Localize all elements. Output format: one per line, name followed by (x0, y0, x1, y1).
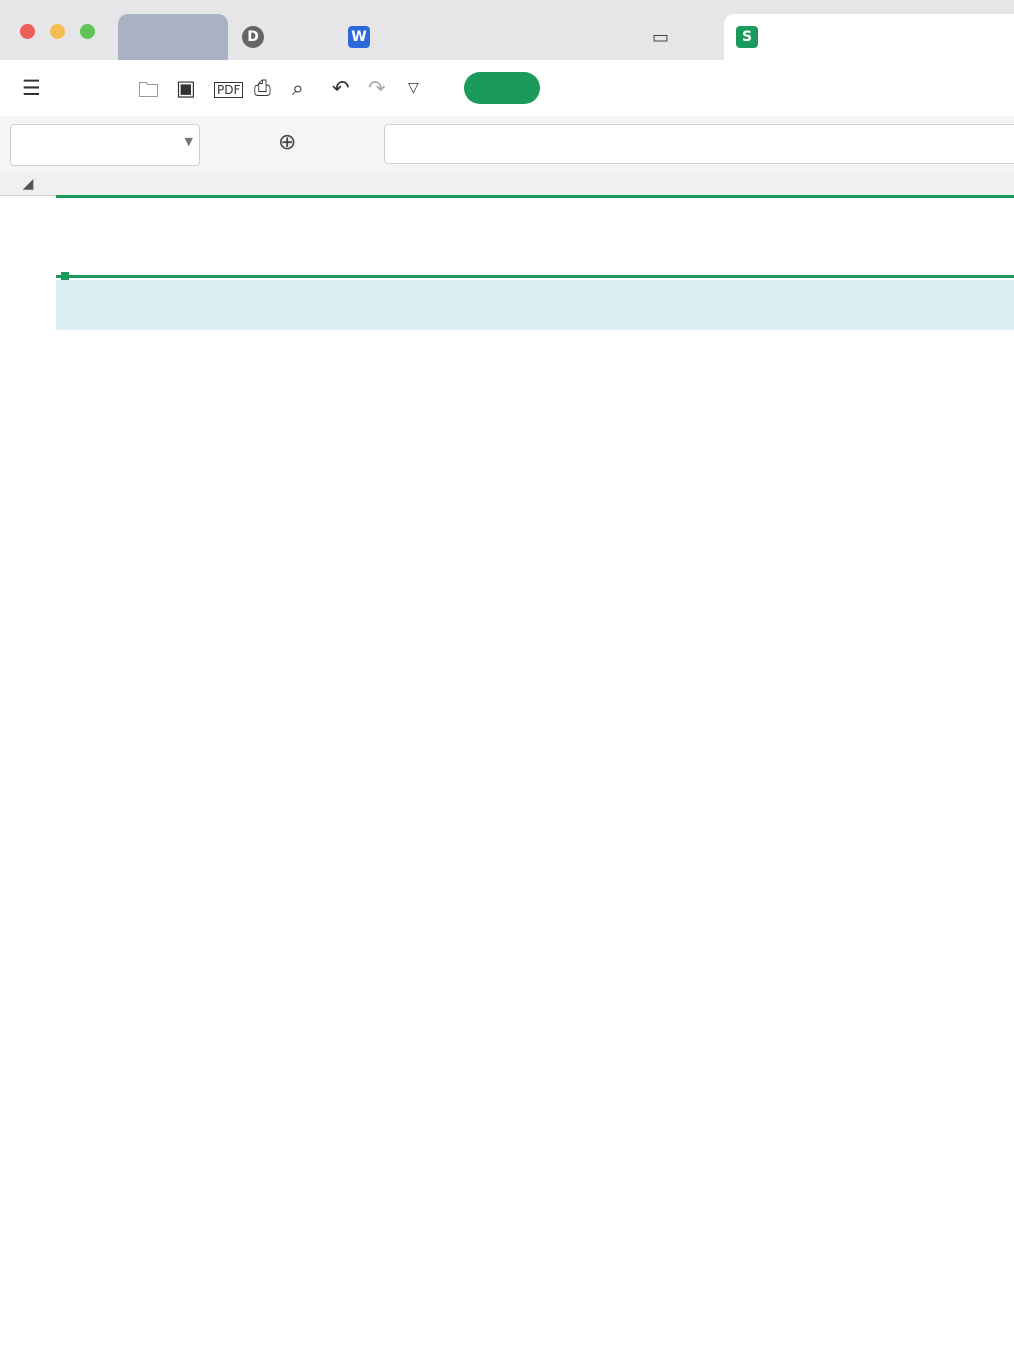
column-header-a[interactable] (56, 172, 145, 196)
header-item[interactable] (145, 280, 302, 330)
minimize-window-button[interactable] (50, 24, 65, 39)
dropdown-arrow-icon[interactable]: ▼ (184, 135, 193, 148)
selected-row-border (56, 275, 1014, 278)
tab-start[interactable] (464, 72, 540, 104)
name-box[interactable] (10, 124, 200, 166)
open-folder-icon[interactable]: 🗀 (138, 78, 159, 102)
tab-spreadsheet[interactable] (724, 14, 1014, 60)
tab-home[interactable] (118, 14, 228, 60)
select-all-corner[interactable]: ◢ (0, 172, 56, 196)
zoom-search-icon[interactable]: ⊕ (278, 130, 297, 155)
redo-icon[interactable]: ↷ (368, 76, 386, 100)
menu-icon[interactable]: ☰ (22, 76, 41, 100)
column-header-d[interactable] (804, 172, 1014, 196)
formula-input[interactable] (384, 124, 1014, 164)
header-phase[interactable] (56, 280, 145, 330)
close-window-button[interactable] (20, 24, 35, 39)
undo-icon[interactable]: ↶ (332, 76, 350, 100)
word-doc-icon: W (348, 26, 370, 48)
more-chevron-icon[interactable]: ▽ (408, 80, 419, 96)
tab-docer[interactable] (242, 14, 332, 60)
monitor-icon[interactable]: ▭ (652, 26, 670, 48)
zoom-window-button[interactable] (80, 24, 95, 39)
tab-document[interactable] (348, 14, 648, 60)
spreadsheet-icon: S (736, 26, 758, 48)
header-content[interactable] (302, 280, 804, 330)
formula-bar (0, 116, 1014, 172)
print-icon[interactable]: ⎙ (254, 76, 271, 100)
pdf-export-icon[interactable]: PDF (214, 82, 243, 98)
print-preview-icon[interactable]: ⌕ (292, 76, 304, 100)
save-icon[interactable]: ▣ (176, 76, 196, 100)
docer-icon: D (242, 26, 264, 48)
header-output[interactable] (804, 280, 1014, 330)
column-header-c[interactable] (302, 172, 804, 196)
sheet-title[interactable] (56, 198, 1014, 278)
column-header-b[interactable] (145, 172, 302, 196)
tab-bar (0, 0, 1014, 60)
fill-handle[interactable] (61, 272, 69, 280)
